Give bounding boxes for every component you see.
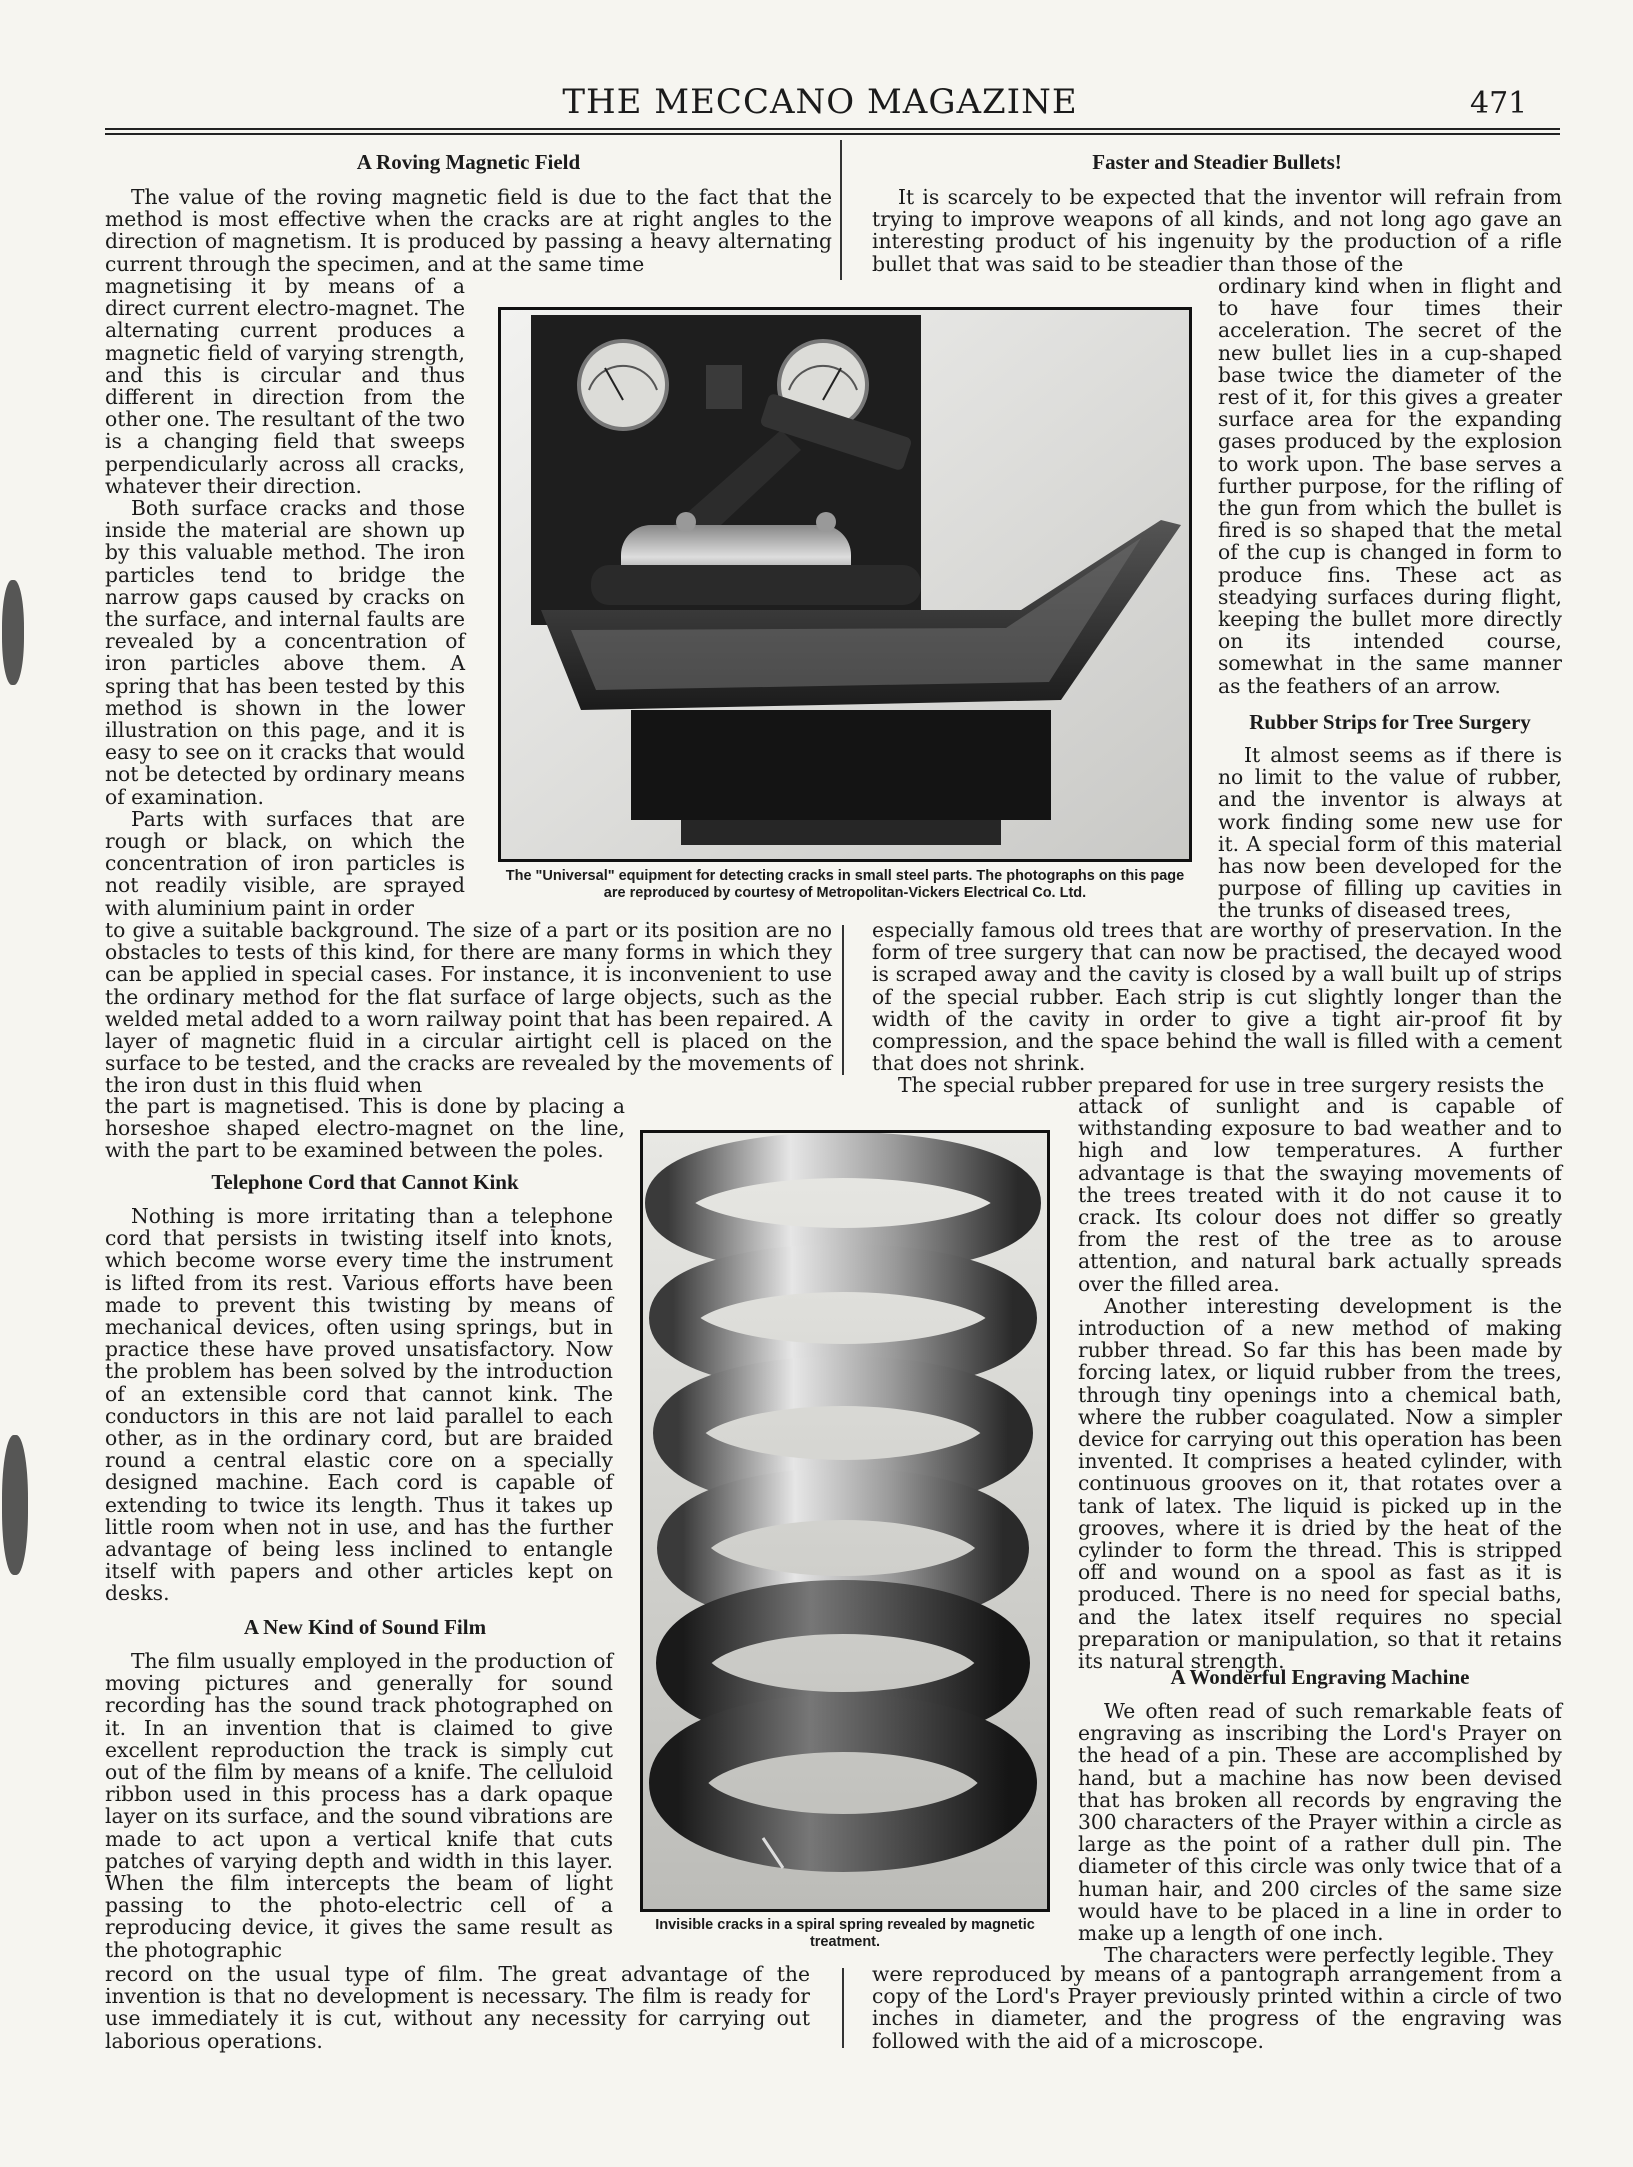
paragraph: Both surface cracks and those inside the material are shown up by this valuable method. The iron particles tend to bridge the narrow gaps caused by cracks on the surface, and internal faults are revealed by a concentration of iron particles above them. A spring that has been tested by this method is shown in the lower illustration on this page, and it is easy to see on it cracks that would not be detected by ordinary means of examination. xyxy=(105,496,465,809)
column-divider-middle xyxy=(842,925,844,1075)
article-roving-field xyxy=(105,186,832,275)
paragraph: ordinary kind when in flight and to have four times their acceleration. The secret of the new bullet lies in a cup-shaped base twice the diameter of the rest of it, for this gives a greater surface area for the expanding gases produced by the explosion to work upon. The base serves a further purpose, for the rifling of the gun from which the bullet is fired is so shaped that the metal of the cup is changed in form to produce fins. These act as steadying surfaces during flight, keeping the bullet more directly on its intended course, somewhat in the same manner as the feathers of an arrow. xyxy=(1218,274,1562,698)
paragraph: especially famous old trees that are worthy of preservation. In the form of tree surgery that can now be practised, the decayed wood is scraped away and the cavity is closed by a wall built up of strips of the special rubber. Each strip is cut slightly longer than the width of the cavity in order to give a tight air-proof fit by compression, and the space behind the wall is filled with a cement that does not shrink. xyxy=(872,918,1562,1076)
paragraph: magnetising it by means of a direct current electro-magnet. The alternating current produces a magnetic field of varying strength, and this is circular and thus different in direction from the other one. The resultant of the two is a changing field that sweeps perpendicularly across all cracks, whatever their direction. xyxy=(105,274,465,498)
heading-sound-film: A New Kind of Sound Film xyxy=(243,1615,487,1639)
paragraph: The film usually employed in the production of moving pictures and generally for sound recording has the sound track photographed on it. In an invention that is claimed to give excellent reproduction the track is simply cut out of the film by means of a knife. The celluloid ribbon used in this process has a dark opaque layer on its surface, and the sound vibrations are made to act upon a vertical knife that cuts patches of varying depth and width in this layer. When the film intercepts the beam of light passing to the photo-electric cell of a reproducing device, it gives the same result as the photographic xyxy=(105,1649,613,1962)
article-engraving-wide xyxy=(872,1963,1562,2052)
margin-blot xyxy=(2,1435,28,1575)
paragraph: were reproduced by means of a pantograph arrangement from a copy of the Lord's Prayer previously printed within a circle of two inches in diameter, and the progress of the engraving was followed with the aid of a microscope. xyxy=(872,1962,1562,2053)
masthead: THE MECCANO MAGAZINE xyxy=(562,82,1078,122)
paragraph: We often read of such remarkable feats of engraving as inscribing the Lord's Prayer on the head of a pin. These are accomplished by hand, but a machine has now been devised that has broken all records by engraving the 300 characters of the Prayer within a circle as large as the point of a rather dull pin. The diameter of this circle was only twice that of a human hair, and 200 circles of the same size would have to be placed in a line in order to make up a length of one inch. xyxy=(1078,1699,1562,1946)
article-sound-film xyxy=(105,1650,613,1961)
paragraph: The value of the roving magnetic field is due to the fact that the method is most effective when the cracks are at right angles to the direction of magnetism. It is produced by passing a heavy alternating current through the specimen, and at the same time xyxy=(105,185,832,276)
heading-roving-field: A Roving Magnetic Field xyxy=(356,150,581,174)
header-rule-2 xyxy=(105,133,1560,135)
article-rubber-narrow xyxy=(1218,744,1562,922)
paragraph: record on the usual type of film. The great advantage of the invention is that no development is necessary. The film is ready for use immediately it is cut, without any necessity for carrying out laborious operations. xyxy=(105,1962,810,2053)
heading-telephone-cord: Telephone Cord that Cannot Kink xyxy=(211,1170,519,1194)
paragraph: Nothing is more irritating than a telephone cord that persists in twisting itself into knots, which become worse every time the instrument is lifted from its rest. Various efforts have been made to prevent this twisting by means of mechanical devices, often using springs, but in practice these have proved unsatisfactory. Now the problem has been solved by the introduction of an extensible cord that cannot kink. The conductors in this are not laid parallel to each other, as in the ordinary cord, but are braided round a central elastic core on a specially designed machine. Each cord is capable of extending to twice its length. Thus it takes up little room when not in use, and has the further advantage of being less inclined to entangle itself with papers and other articles kept on desks. xyxy=(105,1204,613,1606)
margin-blot xyxy=(2,580,24,685)
article-rubber-narrow-2 xyxy=(1078,1095,1562,1672)
article-telephone-cord xyxy=(105,1205,613,1605)
equipment-caption: The "Universal" equipment for detecting cracks in small steel parts. The photographs on this page are reproduced by courtesy of Metropolitan-Vickers Electrical Co. Ltd. xyxy=(505,868,1185,901)
paragraph: The special rubber prepared for use in tree surgery resists the xyxy=(898,1073,1545,1098)
paragraph: to give a suitable background. The size of a part or its position are no obstacles to tests of this kind, for there are many forms in which they can be applied in special cases. For instance, it is inconvenient to use the ordinary method for the flat surface of large objects, such as the welded metal added to a worn railway point that has been repaired. A layer of magnetic fluid in a circular airtight cell is placed on the surface to be tested, and the cracks are revealed by the movements of the iron dust in this fluid when xyxy=(105,918,832,1098)
column-divider-bottom xyxy=(842,1968,844,2048)
paragraph: It almost seems as if there is no limit to the value of rubber, and the inventor is always at work finding some new use for it. A special form of this material has now been developed for the purpose of filling up cavities in the trunks of diseased trees, xyxy=(1218,743,1562,923)
article-rubber-wide xyxy=(872,919,1562,1097)
paragraph: The characters were perfectly legible. They xyxy=(1104,1943,1554,1968)
spring-photo xyxy=(640,1130,1050,1912)
heading-rubber-strips: Rubber Strips for Tree Surgery xyxy=(1249,710,1531,734)
paragraph: Another interesting development is the introduction of a new method of making rubber thread. So far this has been made by forcing latex, or liquid rubber from the trees, through tiny openings into a chemical bath, where the rubber coagulated. Now a simpler device for carrying out this operation has been invented. It comprises a heated cylinder, with continuous grooves on it, that rotates over a tank of latex. The liquid is picked up in the grooves, where it is dried by the heat of the cylinder to form the thread. This is stripped off and wound on a spool as fast as it is produced. There is no need for special baths, and the latex itself requires no special preparation or manipulation, so that it retains its natural strength. xyxy=(1078,1293,1562,1674)
spring-illustration xyxy=(643,1133,1047,1909)
heading-bullets: Faster and Steadier Bullets! xyxy=(1092,150,1342,174)
article-roving-field-narrow xyxy=(105,275,465,919)
article-roving-field-tail xyxy=(105,1095,625,1162)
paragraph: It is scarcely to be expected that the inventor will refrain from trying to improve weapons of all kinds, and not long ago gave an interesting product of his ingenuity by the production of a rifle bullet that was said to be steadier than those of the xyxy=(872,185,1562,276)
column-divider-top xyxy=(840,140,842,280)
article-engraving-narrow xyxy=(1078,1700,1562,1966)
article-bullets-narrow xyxy=(1218,275,1562,697)
spring-caption: Invisible cracks in a spiral spring revealed by magnetic treatment. xyxy=(655,1917,1035,1950)
header-rule xyxy=(105,128,1560,130)
article-sound-film-wide xyxy=(105,1963,810,2052)
equipment-photo xyxy=(498,307,1192,862)
heading-engraving-machine: A Wonderful Engraving Machine xyxy=(1170,1665,1470,1689)
equipment-illustration xyxy=(501,310,1189,859)
paragraph: the part is magnetised. This is done by placing a horseshoe shaped electro-magnet on the line, with the part to be examined between the poles. xyxy=(105,1094,625,1163)
paragraph: attack of sunlight and is capable of withstanding exposure to bad weather and to high and low temperatures. A further advantage is that the swaying movements of the trees treated with it do not cause it to crack. Its colour does not differ so greatly from the rest of the tree as to arouse attention, and natural bark actually spreads over the filled area. xyxy=(1078,1094,1562,1296)
paragraph: Parts with surfaces that are rough or black, on which the concentration of iron particles is not readily visible, are sprayed with aluminium paint in order xyxy=(105,806,465,920)
article-bullets xyxy=(872,186,1562,275)
page-number: 471 xyxy=(1470,86,1528,121)
article-roving-field-wide xyxy=(105,919,832,1097)
